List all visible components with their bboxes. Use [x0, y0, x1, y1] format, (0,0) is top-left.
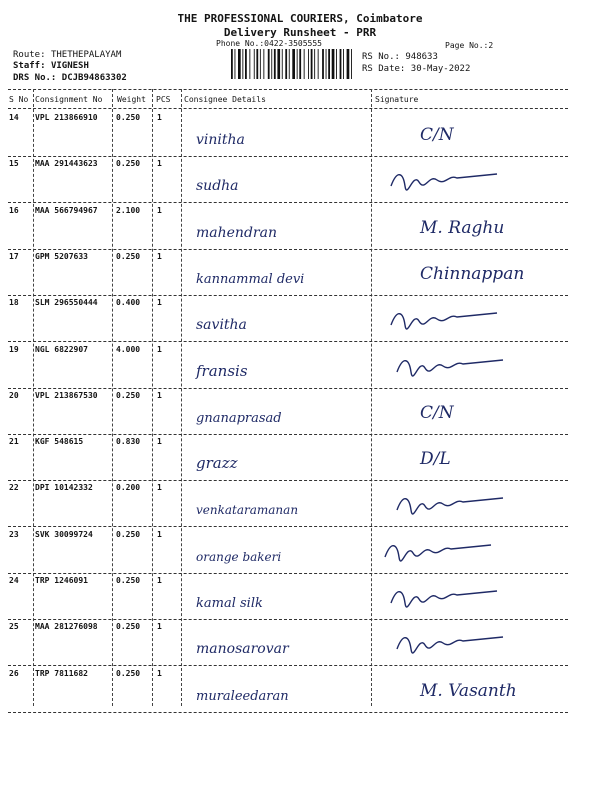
consignee-handwriting [0, 156, 600, 203]
staff-value: VIGNESH [50, 61, 89, 71]
consignee-handwriting [0, 480, 600, 527]
consignment-no: MAA 566794967 [35, 205, 98, 215]
row-pcs: 1 [157, 668, 162, 678]
row-weight: 0.250 [116, 529, 141, 539]
consignee-handwriting [0, 203, 600, 250]
barcode-bar [351, 49, 352, 79]
table-row [0, 203, 600, 250]
row-weight: 0.250 [116, 251, 141, 261]
sheet-title: Delivery Runsheet - PRR [223, 26, 377, 39]
route-value: THETHEPALAYAM [50, 50, 122, 60]
row-weight: 0.250 [116, 622, 141, 632]
col-signature: Signature [375, 95, 419, 104]
consignee-handwriting [0, 295, 600, 342]
row-weight: 0.830 [116, 437, 141, 447]
row-sno: 18 [9, 298, 19, 308]
row-pcs: 1 [157, 344, 162, 354]
row-weight: 2.100 [116, 205, 141, 215]
rs-no-label: RS No.: [362, 52, 400, 62]
consignee-handwriting [0, 388, 600, 435]
barcode-bar [271, 49, 272, 79]
row-weight: 0.250 [116, 390, 141, 400]
barcode-bar [297, 49, 298, 79]
consignment-no: MAA 291443623 [35, 159, 98, 169]
consignment-no: SLM 296550444 [35, 298, 98, 308]
route-label: Route: [13, 50, 46, 60]
barcode-image [230, 49, 355, 79]
col-weight: Weight [117, 95, 146, 104]
row-sno: 17 [9, 251, 19, 261]
consignee-handwriting [0, 434, 600, 481]
consignee-name: sudha [196, 178, 239, 195]
row-sno: 14 [9, 113, 19, 122]
signature-scribble [385, 545, 491, 561]
row-sno: 24 [9, 576, 19, 585]
consignee-name: savitha [196, 317, 247, 334]
row-sno: 26 [9, 668, 19, 678]
signature-text: Chinnappan [420, 263, 525, 284]
signature-scribble [397, 360, 503, 376]
row-weight: 0.250 [116, 668, 141, 678]
signature-scribble [397, 498, 503, 514]
barcode-bar [249, 49, 250, 79]
consignee-name: kannammal devi [196, 271, 305, 287]
row-pcs: 1 [157, 483, 162, 493]
consignee-name: grazz [196, 454, 238, 473]
row-sno: 20 [9, 390, 19, 400]
table-row [0, 573, 600, 620]
row-weight: 0.400 [116, 298, 141, 308]
signature-scribble [391, 174, 497, 190]
row-sno: 23 [9, 529, 19, 539]
consignee-handwriting [0, 110, 600, 157]
barcode-bar [263, 49, 264, 79]
col-pcs: PCS [156, 95, 171, 104]
barcode-bar [326, 49, 327, 79]
barcode-bar [285, 49, 287, 79]
barcode-bar [304, 49, 305, 79]
barcode-bar [231, 49, 233, 79]
consignee-handwriting [0, 527, 600, 574]
barcode-bar [282, 49, 283, 79]
consignment-no: TRP 7811682 [35, 668, 88, 678]
barcode-bar [274, 49, 276, 79]
consignee-handwriting [0, 249, 600, 296]
table-row [0, 619, 600, 666]
barcode-bar [245, 49, 247, 79]
barcode-bar [254, 49, 255, 79]
row-pcs: 1 [157, 390, 162, 400]
row-pcs: 1 [157, 622, 162, 632]
barcode-bar [260, 49, 261, 79]
consignee-name: manosarovar [196, 641, 289, 658]
row-pcs: 1 [157, 251, 162, 261]
consignment-no: KGF 548615 [35, 437, 84, 447]
consignee-name: kamal silk [196, 596, 263, 611]
consignment-no: MAA 281276098 [35, 622, 98, 632]
table-row [0, 295, 600, 342]
barcode-bar [277, 49, 280, 79]
row-pcs: 1 [157, 113, 162, 122]
row-pcs: 1 [157, 437, 162, 447]
rs-no-value: 948633 [405, 52, 438, 62]
barcode-bar [318, 49, 319, 79]
drs-value: DCJB94863302 [61, 73, 127, 83]
row-pcs: 1 [157, 576, 162, 585]
row-sno: 22 [9, 483, 19, 493]
table-row [0, 480, 600, 527]
consignee-name: mahendran [196, 224, 277, 241]
barcode-bar [268, 49, 270, 79]
signature-text: M. Vasanth [420, 680, 517, 701]
row-pcs: 1 [157, 205, 162, 215]
row-sno: 16 [9, 205, 19, 215]
table-row [0, 666, 600, 713]
row-rule [8, 712, 568, 713]
table-row [0, 110, 600, 157]
barcode-bar [308, 49, 309, 79]
signature-text: C/N [420, 125, 454, 145]
consignment-no: GPM 5207633 [35, 251, 88, 261]
consignment-no: VPL 213866910 [35, 113, 98, 122]
signature-scribble [391, 313, 497, 329]
row-pcs: 1 [157, 298, 162, 308]
row-weight: 0.250 [116, 576, 141, 585]
barcode-bar [340, 49, 342, 79]
row-weight: 0.250 [116, 113, 141, 122]
barcode-bar [289, 49, 290, 79]
table-row [0, 527, 600, 574]
barcode-bar [292, 49, 295, 79]
row-weight: 0.250 [116, 159, 141, 169]
consignment-no: SVK 30099724 [35, 529, 93, 539]
col-consignment: Consignment No [35, 95, 103, 104]
row-pcs: 1 [157, 159, 162, 169]
signature-scribble [391, 591, 497, 607]
col-consignee: Consignee Details [184, 95, 266, 104]
signature-text: C/N [420, 402, 454, 423]
rs-date-value: 30-May-2022 [410, 64, 471, 74]
staff-label: Staff: [13, 61, 46, 71]
barcode-bar [242, 49, 243, 79]
table-row [0, 156, 600, 203]
barcode-bar [347, 49, 350, 79]
rs-date-line [362, 64, 470, 74]
rs-date-label: RS Date: [362, 64, 406, 74]
drs-line [13, 73, 127, 83]
table-top-rule [8, 89, 568, 90]
drs-label: DRS No.: [13, 73, 57, 83]
consignee-handwriting [0, 619, 600, 666]
consignee-name: orange bakeri [196, 549, 282, 564]
row-sno: 21 [9, 437, 19, 447]
company-name: THE PROFESSIONAL COURIERS, Coimbatore [177, 12, 423, 25]
row-weight: 4.000 [116, 344, 141, 354]
barcode-bar [299, 49, 301, 79]
consignee-name: vinitha [196, 132, 245, 148]
row-sno: 19 [9, 344, 19, 354]
consignee-handwriting [0, 573, 600, 620]
table-row [0, 434, 600, 481]
table-row [0, 388, 600, 435]
consignee-name: venkataramanan [196, 503, 299, 518]
barcode-bar [322, 49, 324, 79]
consignee-handwriting [0, 666, 600, 713]
row-pcs: 1 [157, 529, 162, 539]
consignment-no: DPI 10142332 [35, 483, 93, 493]
barcode-bar [311, 49, 313, 79]
table-header-rule [8, 108, 568, 109]
signature-text: M. Raghu [420, 217, 505, 238]
barcode-bar [314, 49, 315, 79]
rs-no-line [362, 52, 438, 62]
barcode-bar [336, 49, 337, 79]
route-line [13, 50, 121, 60]
row-sno: 15 [9, 159, 19, 169]
signature-text: D/L [420, 449, 451, 470]
page-number: Page No.:2 [445, 41, 494, 50]
row-sno: 25 [9, 622, 19, 632]
phone-number: Phone No.:0422-3505555 [216, 39, 322, 48]
staff-line [13, 61, 89, 71]
barcode-bar [343, 49, 344, 79]
consignment-no: TRP 1246091 [35, 576, 88, 585]
consignee-name: gnanaprasad [196, 410, 282, 426]
consignment-no: NGL 6822907 [35, 344, 88, 354]
barcode-bar [328, 49, 330, 79]
barcode-bar [235, 49, 236, 79]
signature-scribble [397, 637, 503, 653]
table-row [0, 342, 600, 389]
consignment-no: VPL 213867530 [35, 390, 98, 400]
barcode-bar [332, 49, 335, 79]
consignee-name: fransis [196, 361, 248, 380]
barcode-bar [238, 49, 241, 79]
col-sno: S No [9, 95, 29, 104]
table-row [0, 249, 600, 296]
row-weight: 0.200 [116, 483, 141, 493]
barcode-bar [256, 49, 258, 79]
consignee-name: muraleedaran [196, 688, 289, 704]
consignee-handwriting [0, 342, 600, 389]
